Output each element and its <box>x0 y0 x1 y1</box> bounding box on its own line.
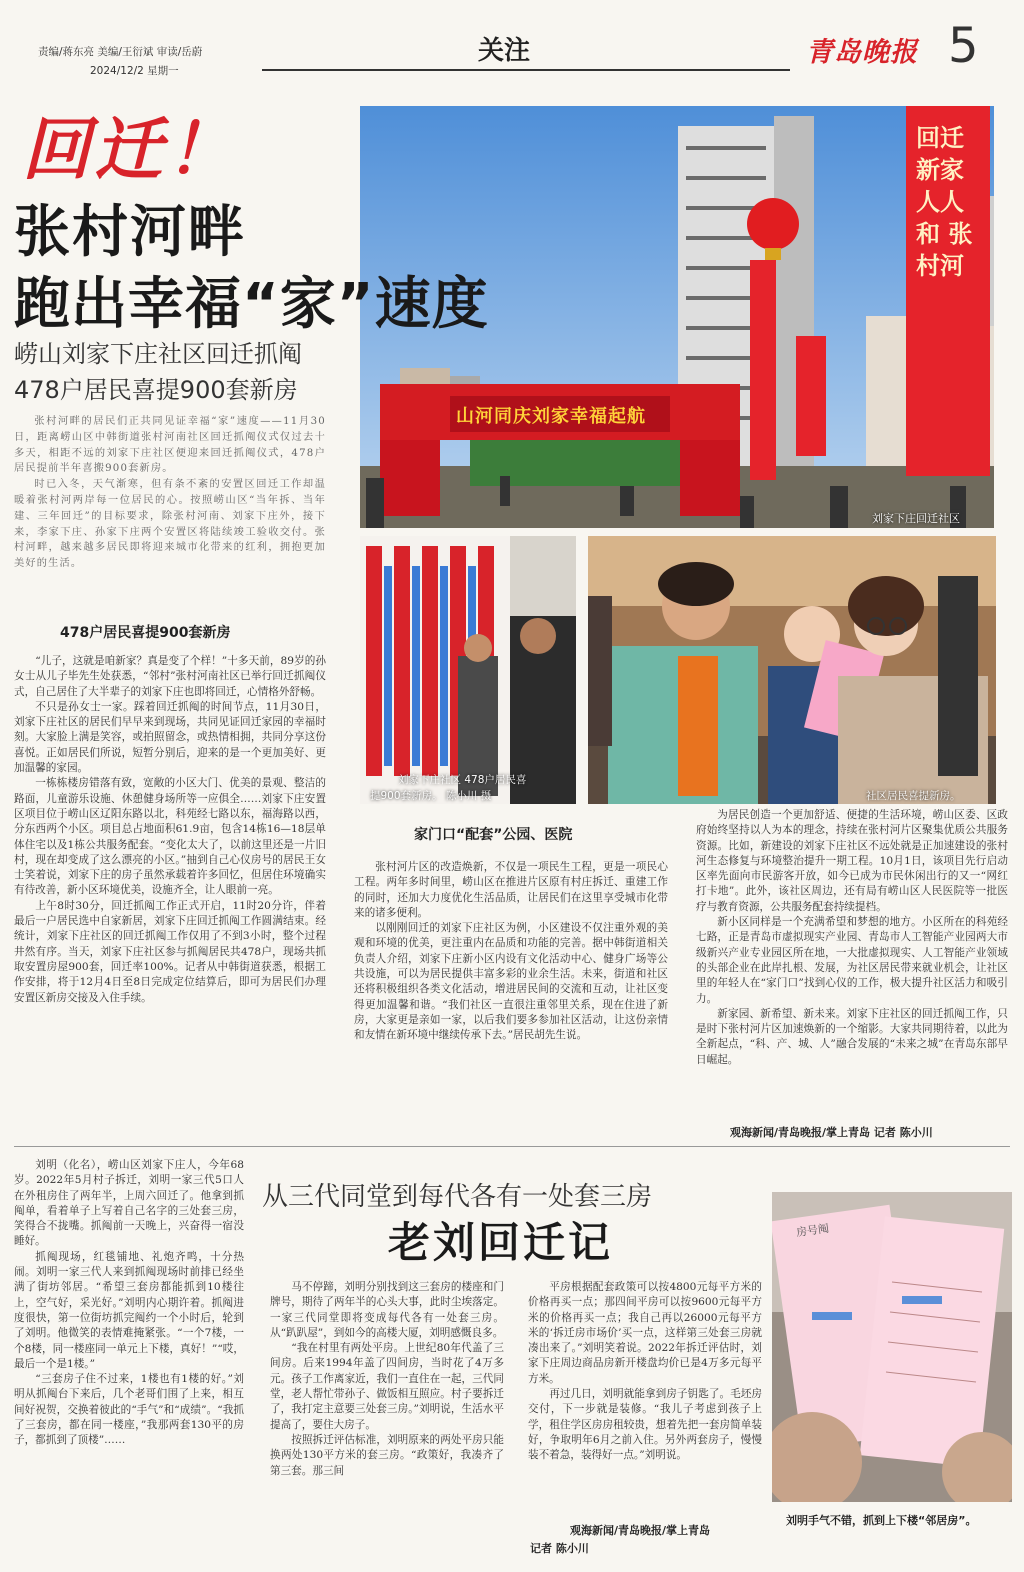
st2-c2-para-2: “我在村里有两处平房。上世纪80年代盖了三间房。后来1994年盖了四间房，当时花了4万多元。孩子工作离家近，我们一直住在一起，三代同堂，老人帮忙带孙子、做饭相互照应。村子要拆迁了，我打定主意要三处套三房。”刘明说，生活水平提高了，要住大房子。 <box>270 1342 504 1431</box>
red-banner-text: 回迁新家人人和 张村河 <box>916 124 973 280</box>
subhead-amenities: 家门口“配套”公园、医院 <box>414 827 573 843</box>
header-date: 2024/12/2 星期一 <box>90 65 179 77</box>
s2-para-4: 新小区同样是一个充满希望和梦想的地方。小区所在的科苑经七路，正是青岛市虚拟现实产业园、青岛市人工智能产业园两大市级新兴产业专业园区所在地，一大批虚拟现实、人工智能产业领域的头部企业在此岸扎根、发展，为社区居民带来就业机会，让社区里的年轻人在“家门口”找到心仪的工作，极大提升社区活力和吸引力。 <box>696 916 1008 1005</box>
section-label: 关注 <box>478 36 531 66</box>
photo-board-caption-2: 提900套新房。 陈小川 摄 <box>370 790 492 802</box>
photo-tickets <box>772 1192 1012 1502</box>
story2-reporter: 记者 陈小川 <box>530 1542 589 1555</box>
section2-col2 <box>696 808 1008 1120</box>
st2-c3-para-2: 再过几日，刘明就能拿到房子钥匙了。毛坯房交付，下一步就是装修。“我儿子考虑到孩子上学，租住学区房房租较贵，想着先把一套房简单装好，争取明年6月之前入住。另外两套房子，慢慢装不着急，装得好一点。”刘明说。 <box>528 1388 762 1462</box>
section1-text <box>14 654 326 1138</box>
photo-family <box>588 536 996 804</box>
story2-byline: 观海新闻/青岛晚报/掌上青岛 <box>570 1524 711 1537</box>
s2-para-1: 张村河片区的改造焕新，不仅是一项民生工程，更是一项民心工程。两年多时间里，崂山区在推进片区原有村庄拆迁、重建工作的同时，还加大力度优化生活品质，让居民们在这里享受城市化带来的诸多便利。 <box>354 861 668 919</box>
st2-c3-para-1: 平房根据配套政策可以按4800元每平方米的价格再买一点；那四间平房可以按9600元每平方米的价格再买一点；我自己再以26000元每平方米的‘拆迁房市场价’买一点，这样第三处套三房就凑出来了。”刘明笑着说。2022年拆迁评估时，刘家下庄周边商品房新开楼盘均价已是4万多元每平方米。 <box>528 1281 762 1385</box>
story-divider <box>14 1146 1010 1147</box>
header-editors: 责编/蒋东亮 美编/王衍斌 审读/岳蔚 <box>38 46 203 58</box>
s2-para-5: 新家园、新希望、新未来。刘家下庄社区的回迁抓阄工作，只是时下张村河片区加速焕新的一个缩影。大家共同期待着，以此为全新起点，“科、产、城、人”融合发展的“未来之城”在青岛东部早日崛起。 <box>696 1007 1008 1066</box>
st2-c2-para-3: 按照拆迁评估标准，刘明原来的两处平房只能换两处130平方米的套三房。“政策好，我凑齐了第三套。那三间 <box>270 1433 504 1477</box>
page-number: 5 <box>948 18 979 74</box>
story2-col2 <box>270 1280 504 1556</box>
deck-line2: 478户居民喜提900套新房 <box>14 376 298 404</box>
photo-board-caption-1: 刘家下庄社区 478户居民喜 <box>398 774 527 786</box>
header-rule <box>262 69 790 71</box>
deck-line1: 崂山刘家下庄社区回迁抓阄 <box>14 340 302 368</box>
st2-c1-para-3: “三套房子住不过来，1楼也有1楼的好。”刘明从抓阄台下来后，几个老哥们围了上来，相互间好祝贺，交换着彼此的“手气”和“成绩”。“我抓了三套房，都在同一楼座，”我那两套130平的房子，都抓到了顶楼”…… <box>14 1373 244 1447</box>
s1-para-1: “儿子，这就是咱新家？真是变了个样！”十多天前，89岁的孙女士从儿子毕先生处获悉，“邻村”张村河南社区已举行回迁抓阄仪式，自己居住了大半辈子的刘家下庄也即将回迁，心情格外舒畅。 <box>14 655 326 698</box>
arch-banner-text: 山河同庆刘家幸福起航 <box>456 406 646 427</box>
story2-headline-line2: 老刘回迁记 <box>388 1218 614 1267</box>
s1-para-4: 上午8时30分，回迁抓阄工作正式开启，11时20分许，伴着最后一户居民选中自家新居，刘家下庄回迁抓阄工作圆满结束。经统计，刘家下庄社区的回迁抓阄工作仅用了不到3小时，整个过程井然有序。当天，刘家下庄社区参与抓阄居民共478户，现场共抓取安置房屋900套，回迁率100%。记者从中韩街道获悉，根据工作安排，将于12月4日至8日完成定位结算后，即可为居民们办理安置区新房交接及入住手续。 <box>14 899 326 1004</box>
intro-para-1: 张村河畔的居民们正共同见证幸福“家”速度——11月30日，距离崂山区中韩街道张村河南社区回迁抓阄仪式仅过去十多天，相距不远的刘家下庄社区便迎来回迁抓阄仪式，478户居民提前半年喜搬900套新房。 <box>14 416 326 475</box>
ticket-title: 房号阄 <box>795 1221 830 1240</box>
photo-tickets-caption: 刘明手气不错，抓到上下楼“邻居房”。 <box>786 1514 977 1527</box>
story2-col3 <box>528 1280 762 1518</box>
st2-c1-para-2: 抓阄现场，红毯铺地、礼炮齐鸣，十分热闹。刘明一家三代人来到抓阄现场时前排已经坐满了街坊邻居。“希望三套房都能抓到10楼往上，空气好，采光好。”刘明内心期许着。抓阄进度很快，第一位街坊抓完阄约一个小时后，轮到了刘明。他微笑的表情难掩紧张。“一个7楼，一个8楼，同一楼座同一单元上下楼，真好！”“哎，最后一个是1楼。” <box>14 1250 244 1370</box>
subhead-new-homes: 478户居民喜提900套新房 <box>60 625 231 641</box>
intro-para-2: 时已入冬，天气渐寒，但有条不紊的安置区回迁工作却温暖着张村河两岸每一位居民的心。按照崂山区“当年拆、当年建、三年回迁”的目标要求，除张村河南、刘家下庄外，接下来，李家下庄、孙家下庄两个安置区将陆续竣工验收交付。张村河畔，越来越多居民即将迎来城市化带来的红利，拥抱更加美好的生活。 <box>14 479 326 570</box>
photo-board-drawing <box>360 536 576 804</box>
s1-para-2: 不只是孙女士一家。踩着回迁抓阄的时间节点，11月30日，刘家下庄社区的居民们早早来到现场，共同见证回迁家园的幸福时刻。大家脸上满是笑容，或拍照留念，或热情相拥，共同分享这份喜悦。正如居民们所说，短暂分别后，迎来的是一个更加美好、更加温馨的家园。 <box>14 700 326 775</box>
headline-line1: 张村河畔 <box>14 200 246 265</box>
s2-para-2: 以刚刚回迁的刘家下庄社区为例，小区建设不仅注重外观的美观和环境的优美，更注重内在品质和功能的完善。据中韩街道相关负责人介绍，刘家下庄新小区内设有文化活动中心、健身广场等公共设施，可以为居民提供丰富多彩的业余生活。未来，街道和社区还将积极组织各类文化活动，增进居民间的交流和互动，让社区变得更加温馨和谐。“我们社区一直很注重邻里关系，现在住进了新房，大家更是亲如一家，以后我们要多参加社区活动，让这份亲情和友情在新环境中继续传承下去。”居民胡先生说。 <box>354 922 668 1042</box>
s2-para-3: 为居民创造一个更加舒适、便捷的生活环境，崂山区委、区政府始终坚持以人为本的理念，持续在张村河片区聚集优质公共服务资源。比如，新建设的刘家下庄社区不远处就是正加速建设的张村河生态修复与环境整治提升一期工程。10月1日，该项目先行启动区率先面向市民游客开放，如今已成为市民休闲出行的又一“网红打卡地”。此外，该社区周边，还有局有崂山区人民医院等一批医疗与教育资源，公共服务配套持续提档。 <box>696 809 1008 913</box>
headline-line2: 跑出幸福“家”速度 <box>14 272 489 337</box>
photo-main-caption: 刘家下庄回迁社区 <box>872 512 960 525</box>
photo-family-caption: 社区居民喜提新房。 <box>866 790 961 802</box>
st2-c2-para-1: 马不停蹄，刘明分别找到这三套房的楼座和门牌号，期待了两年半的心头大事，此时尘埃落定。一家三代同堂即将变成每代各有一处套三房。从“趴趴屋”，到如今的高楼大厦，刘明感慨良多。 <box>270 1281 504 1339</box>
lead-byline: 观海新闻/青岛晚报/掌上青岛 记者 陈小川 <box>730 1126 933 1139</box>
s1-para-3: 一栋栋楼房错落有致，宽敞的小区大门、优美的景观、整洁的路面，儿童游乐设施、休憩健身场所等一应俱全……刘家下庄安置区项目位于崂山区辽阳东路以北，科苑经七路以东，福海路以西，分东西两个小区。项目总占地面积61.9亩，包含14栋16—18层单体住宅以及1栋公共服务配套。“变化太大了，以前这里还是一片旧村，现在却变成了这么漂亮的小区。”抽到自己心仪房号的居民王女士笑着说，刘家下庄的房子虽然承载着许多回忆，但居住环境确实有待改善，新小区环境优美，设施齐全，让人眼前一亮。 <box>14 777 326 897</box>
kicker: 回迁！ <box>22 110 239 190</box>
photo-lottery-board <box>360 536 576 804</box>
photo-family-drawing <box>588 536 996 804</box>
masthead-logo: 青岛晚报 <box>806 37 918 68</box>
intro-text <box>14 414 326 610</box>
story2-col1 <box>14 1158 244 1556</box>
story2-headline-line1: 从三代同堂到每代各有一处套三房 <box>262 1182 653 1212</box>
section2-col1 <box>354 860 668 1138</box>
st2-c1-para-1: 刘明（化名），崂山区刘家下庄人，今年68岁。2022年5月村子拆迁，刘明一家三代5口人在外租房住了两年半，上周六回迁了。他拿到抓阄单，看着单子上写着自己名字的三处套三房，笑得合不拢嘴。抓阄前一天晚上，兴奋得一宿没睡好。 <box>14 1159 244 1248</box>
